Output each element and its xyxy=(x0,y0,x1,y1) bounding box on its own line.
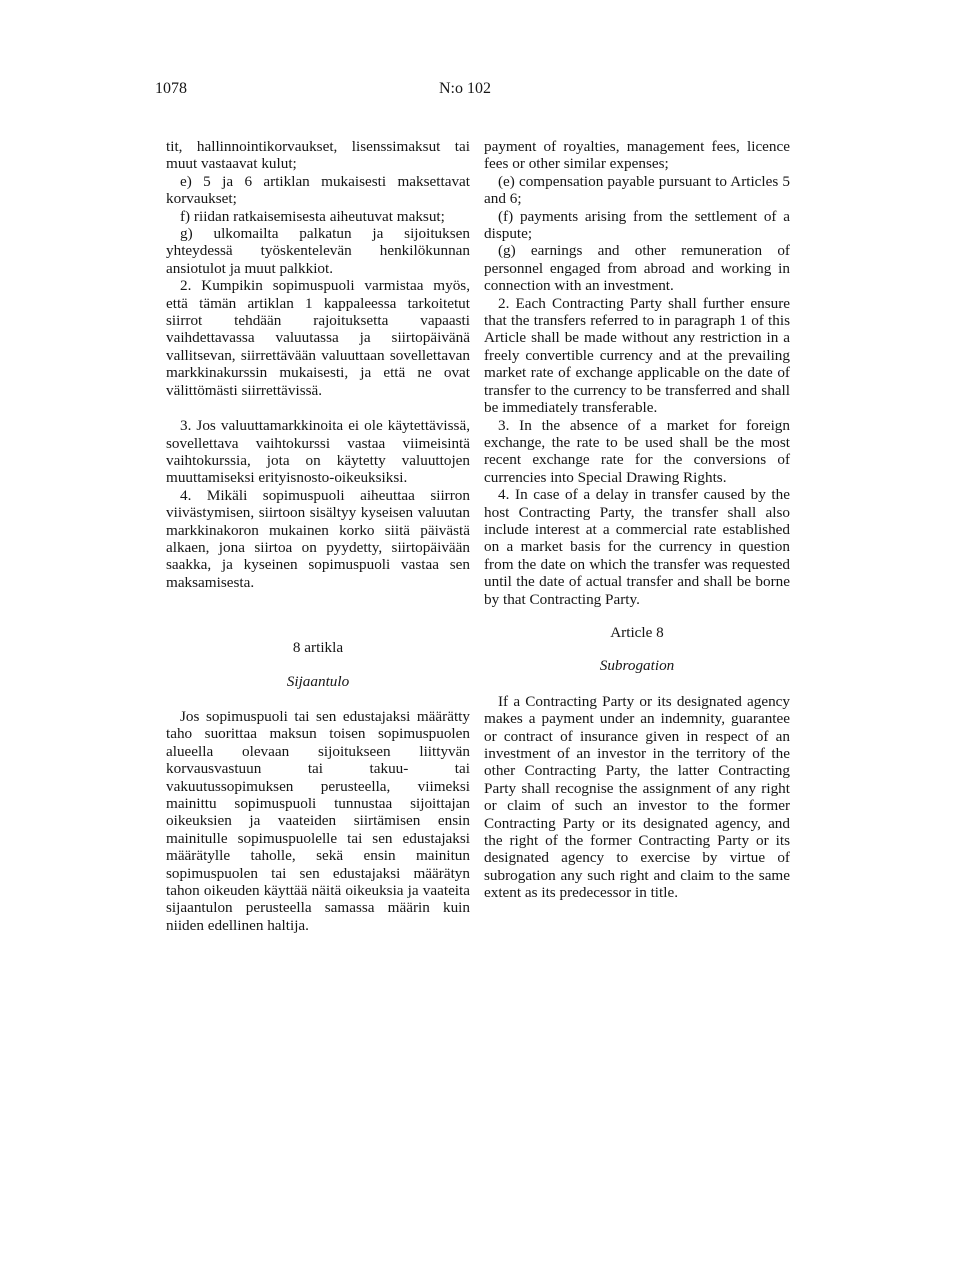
en-paragraph: (f) payments arising from the settlement of a dispute; xyxy=(484,207,790,243)
en-paragraph: 2. Each Contracting Party shall further ensure that the transfers referred to in paragraph 1 of this Article shall be made without any restriction in a freely convertible currency and at the prevailing market rate of exchange applicable on the date of transfer to the currency to be transferred and shall be immediately transferable. xyxy=(484,294,790,417)
en-paragraph: payment of royalties, management fees, licence fees or other similar expenses; xyxy=(484,138,790,173)
statute-number: N:o 102 xyxy=(439,80,491,97)
page-number: 1078 xyxy=(155,80,187,97)
fi-paragraph: tit, hallinnointikorvaukset, lisenssimaksut tai muut vastaavat kulut; xyxy=(166,138,470,173)
fi-paragraph: g) ulkomailta palkatun ja sijoituksen yhteydessä työskentelevän henkilökunnan ansiotulot ja muut palkkiot. xyxy=(166,225,470,277)
fi-paragraph: e) 5 ja 6 artiklan mukaisesti maksettavat korvaukset; xyxy=(166,172,470,208)
fi-paragraph: 4. Mikäli sopimuspuoli aiheuttaa siirron viivästymisen, siirtoon sisältyy kyseisen valuutan markkinakoron mukainen korko siitä päivästä alkaen, jona siirtoa on pyydetty, siirtopäivään saakka, ja kyseinen sopimuspuoli vastaa sen maksamisesta. xyxy=(166,486,470,591)
fi-paragraph: 2. Kumpikin sopimuspuoli varmistaa myös, että tämän artiklan 1 kappaleessa tarkoitetut siirrot tehdään rajoituksetta vapaasti vaihdettavassa valuutassa ja siirtopäivänä vallitsevan, siirrettävään valuuttaan sovellettavan markkinakurssin mukaisesti, ja että ne ovat välittömästi siirrettävissä. xyxy=(166,277,470,399)
en-paragraph: 4. In case of a delay in transfer caused by the host Contracting Party, the transfer shall also include interest at a commercial rate established on a market basis for the currency in question from the date on which the transfer was requested until the date of actual transfer and shall be borne by that Contracting Party. xyxy=(484,486,790,608)
fi-article-body: Jos sopimuspuoli tai sen edustajaksi määrätty taho suorittaa maksun toisen sopimuspuolen alueella olevaan sijoitukseen liittyvän korvausvastuun tai takuu- tai vakuutussopimuksen perusteella, viimeksi mainittu sopimuspuoli tunnustaa sijoittajan oikeuksien ja vaateiden siirtämisen ensin mainitulle sopimuspuolelle tai sen edustajaksi määrätylle taholle, sekä ensin mainitun sopimuspuolen tai sen edustajaksi määrätyn tahon oikeuden käyttää näitä oikeuksia ja vaateita sijaantulon perusteella samassa määrin kuin niiden edellinen haltija. xyxy=(166,707,470,934)
en-article-heading: Article 8 xyxy=(610,623,664,641)
fi-paragraph: 3. Jos valuuttamarkkinoita ei ole käytettävissä, sovellettava vaihtokurssi vastaa viimeisintä vaihtokurssia, jota on käytetty valuuttojen muuttamiseksi erityisnosto-oikeuksiksi. xyxy=(166,417,470,487)
fi-article-heading: 8 artikla xyxy=(292,639,344,657)
en-article-body: If a Contracting Party or its designated agency makes a payment under an indemnity, guarantee or contract of insurance given in respect of an investment of an investor in the territory of the other Contracting Party, the latter Contracting Party shall recognise the assignment of any right or claim of such an investor to the former Contracting Party or its designated agency, and the right of the former Contracting Party or its designated agency to exercise by virtue of subrogation any such right and claim to the same extent as its predecessor in title. xyxy=(484,692,790,902)
en-paragraph: (g) earnings and other remuneration of personnel engaged from abroad and working in connection with an investment. xyxy=(484,242,790,295)
fi-paragraph: f) riidan ratkaisemisesta aiheutuvat maksut; xyxy=(180,207,445,225)
en-paragraph: (e) compensation payable pursuant to Articles 5 and 6; xyxy=(484,172,790,208)
fi-article-title: Sijaantulo xyxy=(286,672,350,690)
en-article-title: Subrogation xyxy=(599,657,675,675)
finnish-column xyxy=(166,138,470,934)
en-paragraph: 3. In the absence of a market for foreign exchange, the rate to be used shall be the most recent exchange rate for the conversions of currencies into Special Drawing Rights. xyxy=(484,416,790,486)
english-column xyxy=(484,138,790,902)
